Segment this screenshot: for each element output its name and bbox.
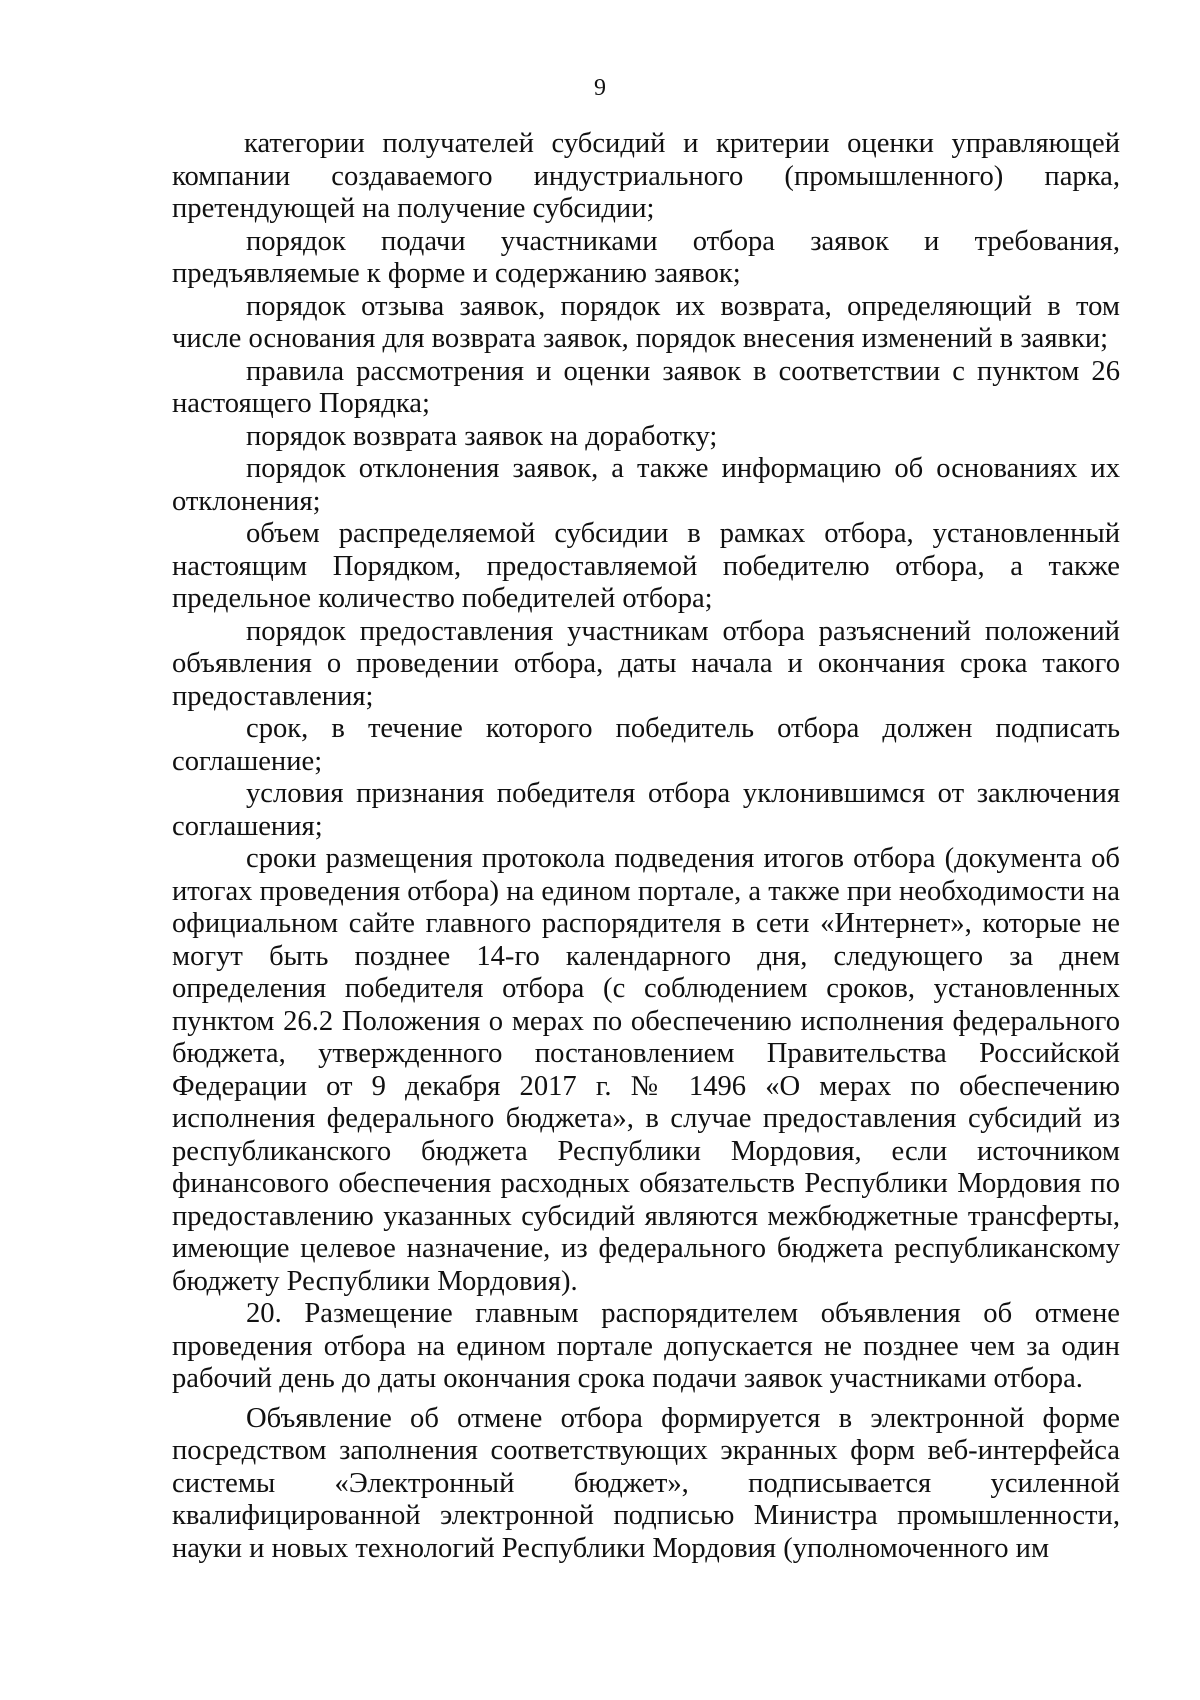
paragraph-subsidy-volume: объем распределяемой субсидии в рамках отбора, установленный настоящим Порядком, предоставляемой победителю отбора, а также предельное количество победителей отбора;	[172, 518, 1120, 614]
paragraph-application-withdrawal: порядок отзыва заявок, порядок их возврата, определяющий в том числе основания для возврата заявок, порядок внесения изменений в заявки;	[172, 290, 1120, 354]
paragraph-cancellation-announcement: Объявление об отмене отбора формируется в электронной форме посредством заполнения соответствующих экранных форм веб-интерфейса системы «Электронный бюджет», подписывается усиленной квалифицированной электронной подписью Министра промышленности, науки и новых технологий Республики Мордовия (уполномоченного им	[172, 1402, 1120, 1564]
paragraph-return-for-revision: порядок возврата заявок на доработку;	[246, 420, 718, 452]
paragraph-20-cancellation: 20. Размещение главным распорядителем объявления об отмене проведения отбора на едином портале допускается не позднее чем за один рабочий день до даты окончания срока подачи заявок участниками отбора.	[172, 1298, 1120, 1394]
paragraph-evasion-conditions: условия признания победителя отбора уклонившимся от заключения соглашения;	[172, 778, 1120, 842]
page-number: 9	[594, 75, 606, 101]
paragraph-recipient-categories: категории получателей субсидий и критерии оценки управляющей компании создаваемого индустриального (промышленного) парка, претендующей на получение субсидии;	[172, 128, 1120, 224]
paragraph-clarifications: порядок предоставления участникам отбора разъяснений положений объявления о проведении отбора, даты начала и окончания срока такого предоставления;	[172, 615, 1120, 712]
document-body	[172, 128, 1120, 1565]
paragraph-rejection-procedure: порядок отклонения заявок, а также информацию об основаниях их отклонения;	[172, 453, 1120, 517]
paragraph-protocol-publication: сроки размещения протокола подведения итогов отбора (документа об итогах проведения отбора) на едином портале, а также при необходимости на официальном сайте главного распорядителя в сети «Интернет», которые не могут быть позднее 14-го календарного дня, следующего за днем определения победителя отбора (с соблюдением сроков, установленных пунктом 26.2 Положения о мерах по обеспечению исполнения федерального бюджета, утвержденного постановлением Правительства Российской Федерации от 9 декабря 2017 г. № 1496 «О мерах по обеспечению исполнения федерального бюджета», в случае предоставления субсидий из республиканского бюджета Республики Мордовия, если источником финансового обеспечения расходных обязательств Республики Мордовия по предоставлению указанных субсидий являются межбюджетные трансферты, имеющие целевое назначение, из федерального бюджета республиканскому бюджету Республики Мордовия).	[172, 843, 1120, 1297]
paragraph-application-procedure: порядок подачи участниками отбора заявок и требования, предъявляемые к форме и содержанию заявок;	[172, 225, 1120, 289]
paragraph-signing-deadline: срок, в течение которого победитель отбора должен подписать соглашение;	[172, 713, 1120, 777]
paragraph-evaluation-rules: правила рассмотрения и оценки заявок в соответствии с пунктом 26 настоящего Порядка;	[172, 355, 1120, 419]
